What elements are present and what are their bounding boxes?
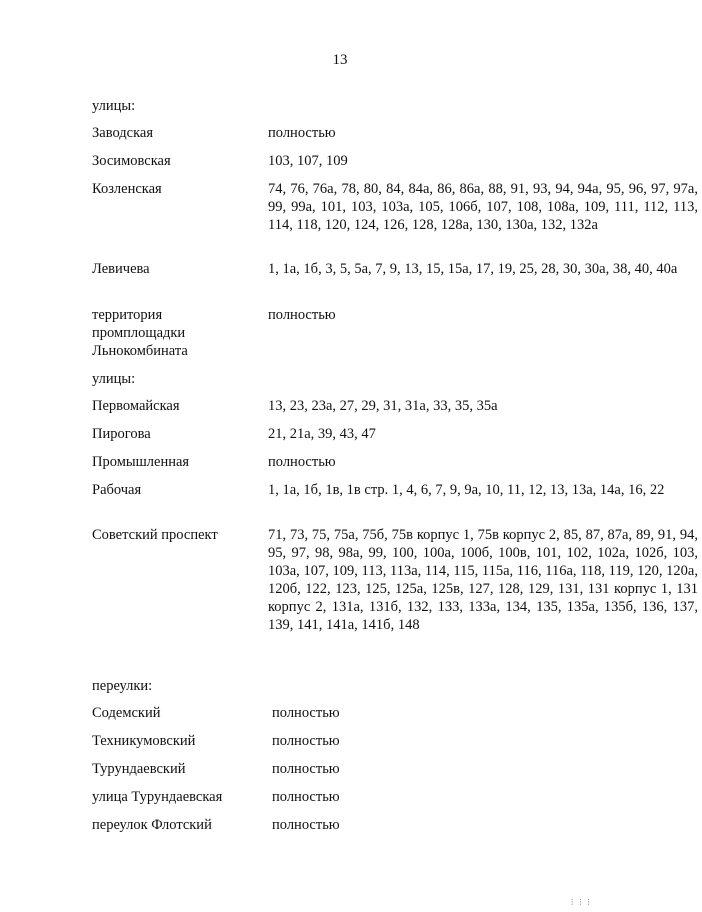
- lane-name: улица Турундаевская: [92, 789, 223, 805]
- house-numbers: полностью: [272, 789, 340, 805]
- section-header-lanes: переулки:: [92, 678, 153, 694]
- house-numbers: 21, 21а, 39, 43, 47: [268, 426, 376, 442]
- street-name: Советский проспект: [92, 527, 218, 543]
- lane-name: Техникумовский: [92, 733, 196, 749]
- house-numbers: 1, 1а, 1б, 3, 5, 5а, 7, 9, 13, 15, 15а, 17, 19, 25, 28, 30, 30а, 38, 40, 40а: [268, 261, 678, 277]
- territory-name: территория промплощадки Льнокомбината: [92, 307, 188, 359]
- page-number: 13: [332, 52, 348, 68]
- street-name: Первомайская: [92, 398, 180, 414]
- house-numbers: полностью: [268, 454, 336, 470]
- scan-mark: ⁞ ⁞ ⁞: [571, 898, 592, 907]
- street-name: Рабочая: [92, 482, 142, 498]
- street-name: Козленская: [92, 181, 162, 197]
- house-numbers: 1, 1а, 1б, 1в, 1в стр. 1, 4, 6, 7, 9, 9а, 10, 11, 12, 13, 13а, 14а, 16, 22: [268, 482, 665, 498]
- house-numbers: 103, 107, 109: [268, 153, 348, 169]
- lane-name: переулок Флотский: [92, 817, 212, 833]
- street-name: Зосимовская: [92, 153, 171, 169]
- house-numbers: 71, 73, 75, 75а, 75б, 75в корпус 1, 75в корпус 2, 85, 87, 87а, 89, 91, 94, 95, 97, 98, 98а, 99, 100, 100а, 100б, 100в, 101, 102, 102а, 102б, 103, 103а, 107, 109, 113, 113а, 114, 115, 115а, 116, 116а, 118, 119, 120, 120а, 120б, 122, 123, 125, 125а, 125в, 127, 128, 129, 131, 131 корпус 1, 131 корпус 2, 131а, 131б, 132, 133, 133а, 134, 135, 135а, 135б, 136, 137, 139, 141, 141а, 141б, 148: [268, 527, 698, 633]
- lane-name: Турундаевский: [92, 761, 186, 777]
- house-numbers: полностью: [272, 817, 340, 833]
- house-numbers: полностью: [268, 125, 336, 141]
- section-header-streets: улицы:: [92, 98, 136, 114]
- street-name: Промышленная: [92, 454, 190, 470]
- house-numbers: полностью: [272, 761, 340, 777]
- house-numbers: полностью: [268, 307, 336, 323]
- house-numbers: 13, 23, 23а, 27, 29, 31, 31а, 33, 35, 35а: [268, 398, 498, 414]
- section-header-streets: улицы:: [92, 371, 136, 387]
- house-numbers: 74, 76, 76а, 78, 80, 84, 84а, 86, 86а, 88, 91, 93, 94, 94а, 95, 96, 97, 97а, 99, 99а, 101, 103, 103а, 105, 106б, 107, 108, 108а, 109, 111, 112, 113, 114, 118, 120, 124, 126, 128, 128а, 130, 130а, 132, 132а: [268, 181, 698, 233]
- lane-name: Содемский: [92, 705, 161, 721]
- street-name: Левичева: [92, 261, 150, 277]
- house-numbers: полностью: [272, 705, 340, 721]
- house-numbers: полностью: [272, 733, 340, 749]
- street-name: Пирогова: [92, 426, 151, 442]
- street-name: Заводская: [92, 125, 154, 141]
